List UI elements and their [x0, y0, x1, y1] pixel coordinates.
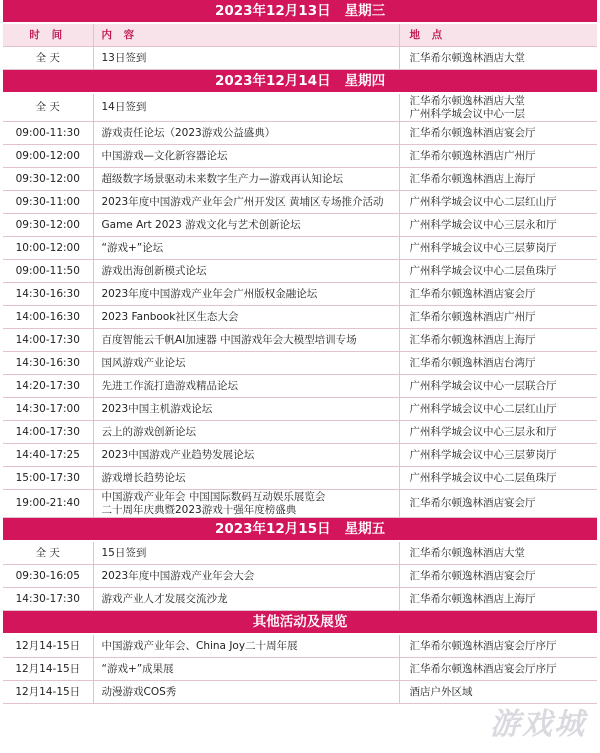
table-row	[3, 541, 597, 565]
row-place-line2: 广州科学城会议中心一层	[409, 107, 525, 120]
row-content	[93, 352, 399, 375]
row-content	[93, 283, 399, 306]
date-band	[3, 518, 597, 542]
table-row	[3, 329, 597, 352]
date-band-cell	[3, 611, 597, 635]
row-content-line: “游戏+”论坛	[101, 241, 164, 254]
table-row	[3, 634, 597, 658]
table-row	[3, 421, 597, 444]
row-place-line: 汇华希尔顿逸林酒店广州厅	[409, 310, 536, 323]
row-content-line: 中国游戏产业年会、China Joy二十周年展	[101, 639, 298, 652]
row-content	[93, 398, 399, 421]
table-row	[3, 260, 597, 283]
row-content	[93, 490, 399, 518]
row-place-line: 汇华希尔顿逸林酒店上海厅	[409, 172, 536, 185]
row-place	[399, 191, 597, 214]
row-content-line: 2023年度中国游戏产业年会广州开发区 黄埔区专场推介活动	[101, 195, 384, 208]
table-row	[3, 467, 597, 490]
row-place-line: 广州科学城会议中心二层鱼珠厅	[409, 471, 557, 484]
row-content-line2: 二十周年庆典暨2023游戏十强年度榜盛典	[101, 503, 297, 516]
row-content-line: 游戏产业人才发展交流沙龙	[101, 592, 228, 605]
table-row	[3, 168, 597, 191]
column-header-row	[3, 23, 597, 47]
band-weekday: 星期三	[344, 2, 386, 19]
row-content-line: 游戏出海创新模式论坛	[101, 264, 207, 277]
row-content-line: 2023 Fanbook社区生态大会	[101, 310, 239, 323]
row-place-line: 汇华希尔顿逸林酒店宴会厅	[409, 126, 536, 139]
row-content	[93, 329, 399, 352]
row-place-line: 广州科学城会议中心二层红山厅	[409, 402, 557, 415]
row-place	[399, 565, 597, 588]
row-content-line: 游戏增长趋势论坛	[101, 471, 186, 484]
row-content	[93, 444, 399, 467]
band-weekday: 星期四	[344, 72, 386, 89]
row-place-line: 广州科学城会议中心二层红山厅	[409, 195, 557, 208]
row-place-line: 汇华希尔顿逸林酒店广州厅	[409, 149, 536, 162]
row-time: 14:00-17:30	[3, 421, 93, 444]
row-time: 09:30-16:05	[3, 565, 93, 588]
table-row	[3, 588, 597, 611]
row-time: 全 天	[3, 93, 93, 122]
table-row	[3, 375, 597, 398]
row-place-line: 酒店户外区域	[409, 685, 473, 698]
row-time: 12月14-15日	[3, 681, 93, 704]
row-place	[399, 467, 597, 490]
row-content-line: Game Art 2023 游戏文化与艺术创新论坛	[101, 218, 301, 231]
row-content	[93, 421, 399, 444]
row-place-line: 广州科学城会议中心三层萝岗厅	[409, 241, 557, 254]
row-place	[399, 352, 597, 375]
band-weekday: 星期五	[344, 520, 386, 537]
row-content	[93, 145, 399, 168]
header-time: 时 间	[3, 23, 93, 47]
row-content	[93, 588, 399, 611]
row-content-line: “游戏+”成果展	[101, 662, 174, 675]
row-time: 15:00-17:30	[3, 467, 93, 490]
table-row	[3, 283, 597, 306]
row-time: 09:00-12:00	[3, 145, 93, 168]
row-content-line: 中国游戏—文化新容器论坛	[101, 149, 228, 162]
row-place-line: 广州科学城会议中心二层鱼珠厅	[409, 264, 557, 277]
row-place-line: 广州科学城会议中心三层萝岗厅	[409, 448, 557, 461]
row-content-line: 先进工作流打造游戏精品论坛	[101, 379, 238, 392]
band-date: 2023年12月14日	[214, 72, 331, 89]
row-time: 14:00-16:30	[3, 306, 93, 329]
table-row	[3, 93, 597, 122]
row-time: 12月14-15日	[3, 658, 93, 681]
table-row	[3, 398, 597, 421]
row-time: 全 天	[3, 47, 93, 70]
row-content	[93, 260, 399, 283]
row-place	[399, 444, 597, 467]
row-place	[399, 541, 597, 565]
row-content	[93, 658, 399, 681]
row-time: 12月14-15日	[3, 634, 93, 658]
row-place	[399, 237, 597, 260]
row-place	[399, 490, 597, 518]
row-content-line: 2023年度中国游戏产业年会广州版权金融论坛	[101, 287, 318, 300]
row-content	[93, 467, 399, 490]
row-time: 09:30-11:00	[3, 191, 93, 214]
band-date: 2023年12月15日	[214, 520, 331, 537]
row-place-line: 广州科学城会议中心一层联合厅	[409, 379, 557, 392]
table-row	[3, 237, 597, 260]
row-place	[399, 260, 597, 283]
row-content-line: 云上的游戏创新论坛	[101, 425, 196, 438]
row-place-line: 汇华希尔顿逸林酒店宴会厅序厅	[409, 662, 557, 675]
row-time: 09:00-11:30	[3, 122, 93, 145]
row-place-line: 汇华希尔顿逸林酒店宴会厅	[409, 497, 536, 509]
row-content	[93, 375, 399, 398]
watermark-logo: 游戏城	[490, 707, 586, 742]
band-title: 其他活动及展览	[252, 613, 348, 630]
table-row	[3, 490, 597, 518]
row-place	[399, 398, 597, 421]
row-content	[93, 122, 399, 145]
row-content-line: 15日签到	[101, 546, 147, 559]
row-place-line: 汇华希尔顿逸林酒店上海厅	[409, 592, 536, 605]
row-content	[93, 93, 399, 122]
date-band-cell	[3, 518, 597, 542]
row-time: 14:20-17:30	[3, 375, 93, 398]
table-row	[3, 444, 597, 467]
row-content-line: 百度智能云千帆AI加速器 中国游戏年会大模型培训专场	[101, 333, 357, 346]
row-time: 14:30-16:30	[3, 352, 93, 375]
row-place-line: 汇华希尔顿逸林酒店大堂	[409, 51, 525, 64]
row-place-line: 汇华希尔顿逸林酒店大堂	[409, 546, 525, 559]
row-content	[93, 306, 399, 329]
header-content: 内 容	[93, 23, 399, 47]
header-place: 地 点	[399, 23, 597, 47]
row-place-line: 汇华希尔顿逸林酒店大堂	[409, 94, 525, 107]
row-place	[399, 214, 597, 237]
row-content-line: 13日签到	[101, 51, 147, 64]
row-place-line: 广州科学城会议中心三层永和厅	[409, 218, 557, 231]
table-row	[3, 214, 597, 237]
date-band	[3, 70, 597, 94]
date-band-cell	[3, 70, 597, 94]
row-time: 14:30-17:00	[3, 398, 93, 421]
row-content-line: 游戏责任论坛（2023游戏公益盛典）	[101, 126, 276, 139]
band-date: 2023年12月13日	[214, 2, 331, 19]
table-row	[3, 122, 597, 145]
row-place	[399, 283, 597, 306]
row-place	[399, 634, 597, 658]
row-place	[399, 588, 597, 611]
row-time: 09:30-12:00	[3, 168, 93, 191]
row-content	[93, 681, 399, 704]
table-row	[3, 47, 597, 70]
row-place-line: 汇华希尔顿逸林酒店上海厅	[409, 333, 536, 346]
row-content	[93, 634, 399, 658]
row-time: 10:00-12:00	[3, 237, 93, 260]
row-place	[399, 145, 597, 168]
row-place	[399, 306, 597, 329]
row-place-line: 汇华希尔顿逸林酒店台湾厅	[409, 356, 536, 369]
table-row	[3, 306, 597, 329]
row-time: 19:00-21:40	[3, 490, 93, 518]
row-place	[399, 375, 597, 398]
row-place	[399, 329, 597, 352]
row-content-line: 2023中国游戏产业趋势发展论坛	[101, 448, 255, 461]
row-place-line: 汇华希尔顿逸林酒店宴会厅	[409, 569, 536, 582]
row-time: 14:40-17:25	[3, 444, 93, 467]
row-time: 09:30-12:00	[3, 214, 93, 237]
date-band	[3, 611, 597, 635]
row-content-line: 超级数字场景驱动未来数字生产力—游戏再认知论坛	[101, 172, 343, 185]
table-row	[3, 352, 597, 375]
table-row	[3, 191, 597, 214]
row-place-line: 汇华希尔顿逸林酒店宴会厅	[409, 287, 536, 300]
row-place	[399, 93, 597, 122]
row-place	[399, 122, 597, 145]
row-content-line: 2023年度中国游戏产业年会大会	[101, 569, 255, 582]
row-place-line: 广州科学城会议中心三层永和厅	[409, 425, 557, 438]
row-time: 14:30-16:30	[3, 283, 93, 306]
row-content	[93, 237, 399, 260]
schedule-table	[3, 0, 597, 704]
row-content	[93, 565, 399, 588]
table-row	[3, 145, 597, 168]
row-place	[399, 658, 597, 681]
table-row	[3, 565, 597, 588]
date-band-cell	[3, 0, 597, 23]
row-time: 14:30-17:30	[3, 588, 93, 611]
row-content	[93, 191, 399, 214]
row-content	[93, 47, 399, 70]
row-content	[93, 541, 399, 565]
row-content-line: 14日签到	[101, 101, 147, 113]
row-content-line: 中国游戏产业年会 中国国际数码互动娱乐展览会	[101, 490, 326, 503]
row-content	[93, 214, 399, 237]
row-time: 14:00-17:30	[3, 329, 93, 352]
row-content-line: 动漫游戏COS秀	[101, 685, 177, 698]
row-place	[399, 421, 597, 444]
table-row	[3, 658, 597, 681]
row-time: 全 天	[3, 541, 93, 565]
row-content-line: 2023中国主机游戏论坛	[101, 402, 213, 415]
date-band	[3, 0, 597, 23]
row-place-line: 汇华希尔顿逸林酒店宴会厅序厅	[409, 639, 557, 652]
row-place	[399, 168, 597, 191]
row-content	[93, 168, 399, 191]
row-place	[399, 47, 597, 70]
row-content-line: 国风游戏产业论坛	[101, 356, 186, 369]
row-time: 09:00-11:50	[3, 260, 93, 283]
